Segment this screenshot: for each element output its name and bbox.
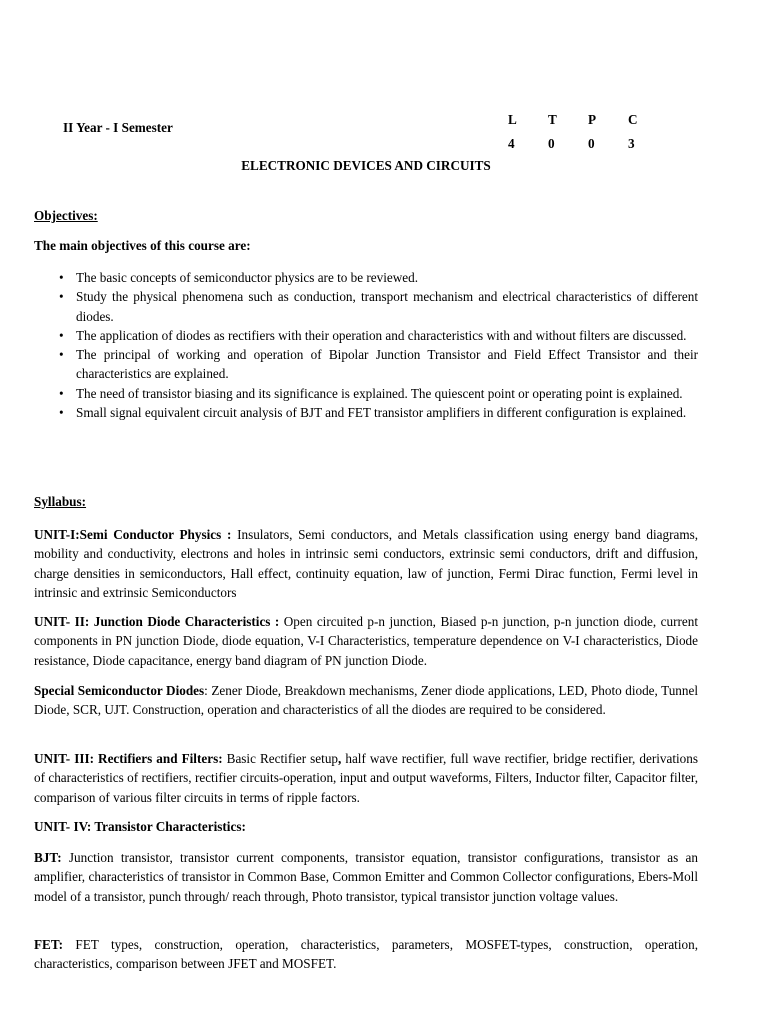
bjt-paragraph — [34, 848, 698, 906]
unit-2-text: Open circuited p-n junction, Biased p-n junction, p-n junction diode, current components in PN junction Diode, diode equation, V-I Characteristics, temperature dependence on V-I characteristics, Diode resistance, Diode capacitance, energy band diagram of PN junction Diode. — [34, 614, 698, 668]
fet-paragraph — [34, 935, 698, 974]
objectives-heading: Objectives: — [34, 208, 98, 223]
unit-1-text: Insulators, Semi conductors, and Metals classification using energy band diagrams, mobility and conductivity, electrons and holes in intrinsic semi conductors, extrinsic semi conductors, drift and diffusion, charge densities in semiconductors, Hall effect, continuity equation, law of junction, Fermi Dirac function, Fermi level in intrinsic and extrinsic Semiconductors — [34, 527, 699, 600]
bjt-title: BJT: — [34, 850, 62, 865]
ltpc-label-l: L — [508, 112, 517, 127]
objectives-intro: The main objectives of this course are: — [34, 238, 251, 253]
bjt-text: Junction transistor, transistor current components, transistor equation, transistor configurations, transistor as an amplifier, characteristics of transistor in Common Base, Common Emitter and Common Collector configurations, Ebers-Moll model of a transistor, punch through/ reach through, Photo transistor, typical transistor junction voltage values. — [34, 850, 698, 904]
objectives-list — [34, 268, 698, 422]
ltpc-label-t: T — [548, 112, 557, 127]
special-diodes-paragraph — [34, 681, 698, 720]
unit-3-comma: , — [338, 751, 342, 766]
ltpc-values-row — [500, 132, 660, 156]
syllabus-heading: Syllabus: — [34, 494, 87, 509]
course-title: ELECTRONIC DEVICES AND CIRCUITS — [241, 158, 491, 173]
ltpc-value-c: 3 — [628, 136, 635, 151]
special-diodes-text: : Zener Diode, Breakdown mechanisms, Zener diode applications, LED, Photo diode, Tunnel Diode, SCR, UJT. Construction, operation and characteristics of all the diodes are required to be considered. — [34, 683, 698, 718]
objective-item: • The application of diodes as rectifiers with their operation and characteristics with and without filters are discussed. — [76, 326, 698, 345]
unit-3-paragraph — [34, 749, 698, 807]
unit-3-title: UNIT- III: Rectifiers and Filters: — [34, 751, 223, 766]
ltpc-value-p: 0 — [588, 136, 595, 151]
unit-4-title: UNIT- IV: Transistor Characteristics: — [34, 819, 246, 834]
ltpc-value-l: 4 — [508, 136, 515, 151]
year-semester: II Year - I Semester — [63, 120, 173, 135]
ltpc-label-p: P — [588, 112, 597, 127]
unit-1-paragraph — [34, 525, 698, 602]
fet-text: FET types, construction, operation, characteristics, parameters, MOSFET-types, construction, operation, characteristics, comparison between JFET and MOSFET. — [34, 937, 698, 972]
ltpc-labels-row — [500, 108, 660, 132]
objective-item: • Small signal equivalent circuit analysis of BJT and FET transistor amplifiers in different configuration is explained. — [76, 403, 698, 422]
unit-2-paragraph — [34, 612, 698, 670]
special-diodes-title: Special Semiconductor Diodes — [34, 683, 205, 698]
objective-item: • The basic concepts of semiconductor physics are to be reviewed. — [76, 268, 698, 287]
ltpc-label-c: C — [628, 112, 638, 127]
objective-item: • Study the physical phenomena such as conduction, transport mechanism and electrical characteristics of different diodes. — [76, 287, 698, 326]
unit-4-paragraph — [34, 817, 698, 836]
objective-item: • The principal of working and operation of Bipolar Junction Transistor and Field Effect Transistor and their characteristics are explained. — [76, 345, 698, 384]
unit-3-text-b: half wave rectifier, full wave rectifier, bridge rectifier, derivations of characteristics of rectifiers, rectifier circuits-operation, input and output waveforms, Filters, Inductor filter, Capacitor filter, comparison of various filter circuits in terms of ripple factors. — [34, 751, 699, 805]
unit-1-title: UNIT-I:Semi Conductor Physics : — [34, 527, 232, 542]
unit-2-title: UNIT- II: Junction Diode Characteristics : — [34, 614, 280, 629]
objective-item: • The need of transistor biasing and its significance is explained. The quiescent point or operating point is explained. — [76, 384, 698, 403]
fet-title: FET: — [34, 937, 64, 952]
unit-3-text-a: Basic Rectifier setup — [222, 751, 339, 766]
ltpc-value-t: 0 — [548, 136, 555, 151]
ltpc-table — [500, 108, 660, 156]
